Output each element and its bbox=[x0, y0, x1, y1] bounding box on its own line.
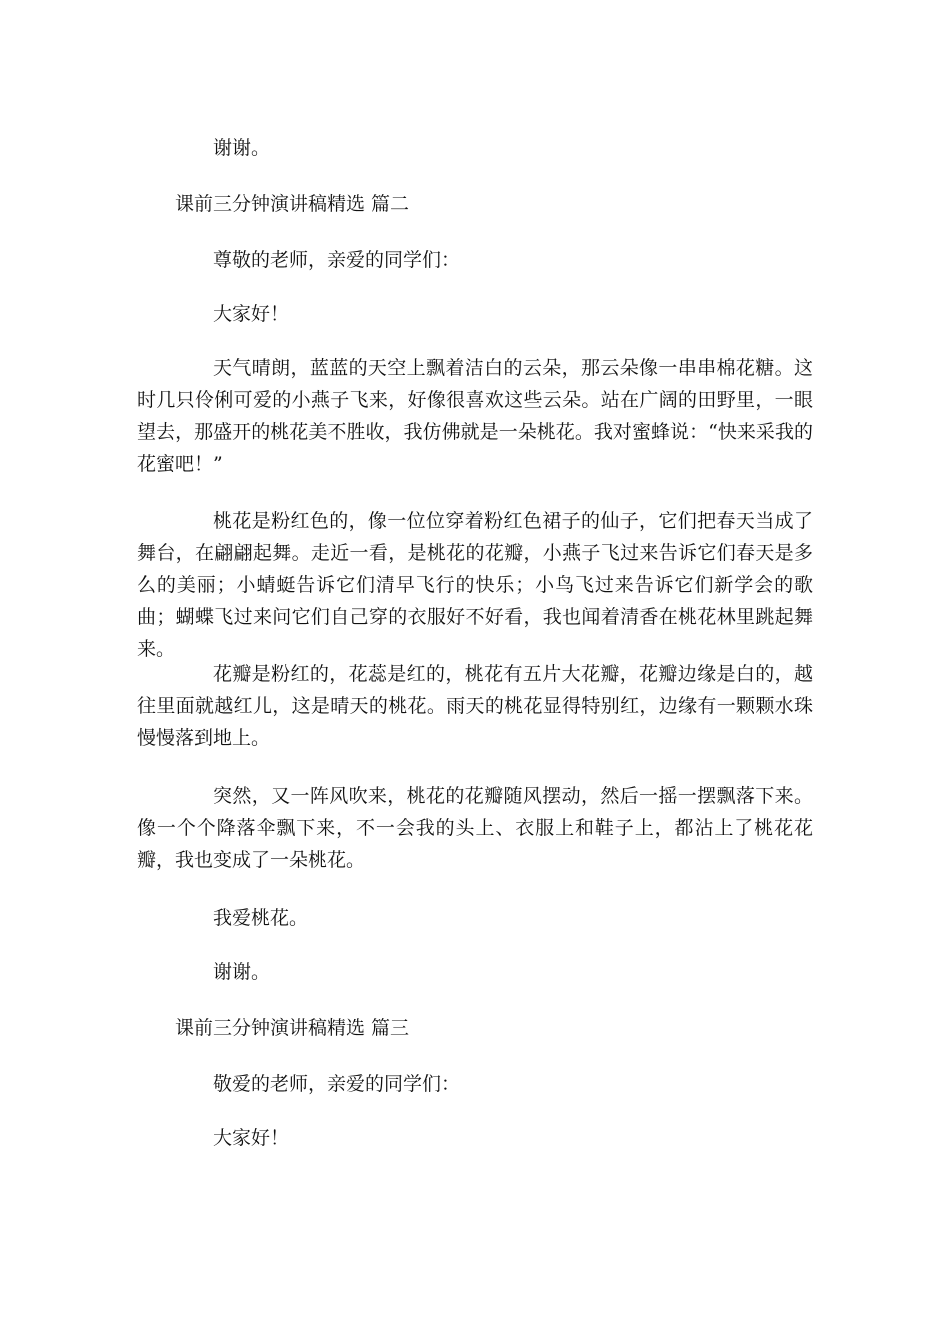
greeting-text: 大家好！ bbox=[213, 303, 290, 325]
salutation-text: 尊敬的老师，亲爱的同学们： bbox=[213, 249, 461, 271]
greeting-text: 大家好！ bbox=[213, 1127, 290, 1149]
closing-text: 谢谢。 bbox=[213, 137, 271, 159]
section-title: 课前三分钟演讲稿精选 篇三 bbox=[175, 1017, 410, 1039]
closing-text: 谢谢。 bbox=[213, 961, 271, 983]
body-paragraph: 突然，又一阵风吹来，桃花的花瓣随风摆动，然后一摇一摆飘落下来。像一个个降落伞飘下来，不一会我的头上、衣服上和鞋子上，都沾上了桃花花瓣，我也变成了一朵桃花。 bbox=[137, 785, 813, 871]
section-title: 课前三分钟演讲稿精选 篇二 bbox=[175, 193, 410, 215]
body-paragraph: 桃花是粉红色的，像一位位穿着粉红色裙子的仙子，它们把春天当成了舞台，在翩翩起舞。走近一看，是桃花的花瓣，小燕子飞过来告诉它们春天是多么的美丽；小蜻蜓告诉它们清早飞行的快乐；小鸟飞过来告诉它们新学会的歌曲；蝴蝶飞过来问它们自己穿的衣服好不好看，我也闻着清香在桃花林里跳起舞来。 bbox=[137, 510, 813, 660]
salutation-text: 敬爱的老师，亲爱的同学们： bbox=[213, 1073, 461, 1095]
body-paragraph: 天气晴朗，蓝蓝的天空上飘着洁白的云朵，那云朵像一串串棉花糖。这时几只伶俐可爱的小燕子飞来，好像很喜欢这些云朵。站在广阔的田野里，一眼望去，那盛开的桃花美不胜收，我仿佛就是一朵桃花。我对蜜蜂说：“快来采我的花蜜吧！” bbox=[137, 357, 813, 475]
body-paragraph: 花瓣是粉红的，花蕊是红的，桃花有五片大花瓣，花瓣边缘是白的，越往里面就越红儿，这是晴天的桃花。雨天的桃花显得特别红，边缘有一颗颗水珠慢慢落到地上。 bbox=[137, 663, 813, 749]
closing-line: 我爱桃花。 bbox=[213, 907, 309, 929]
